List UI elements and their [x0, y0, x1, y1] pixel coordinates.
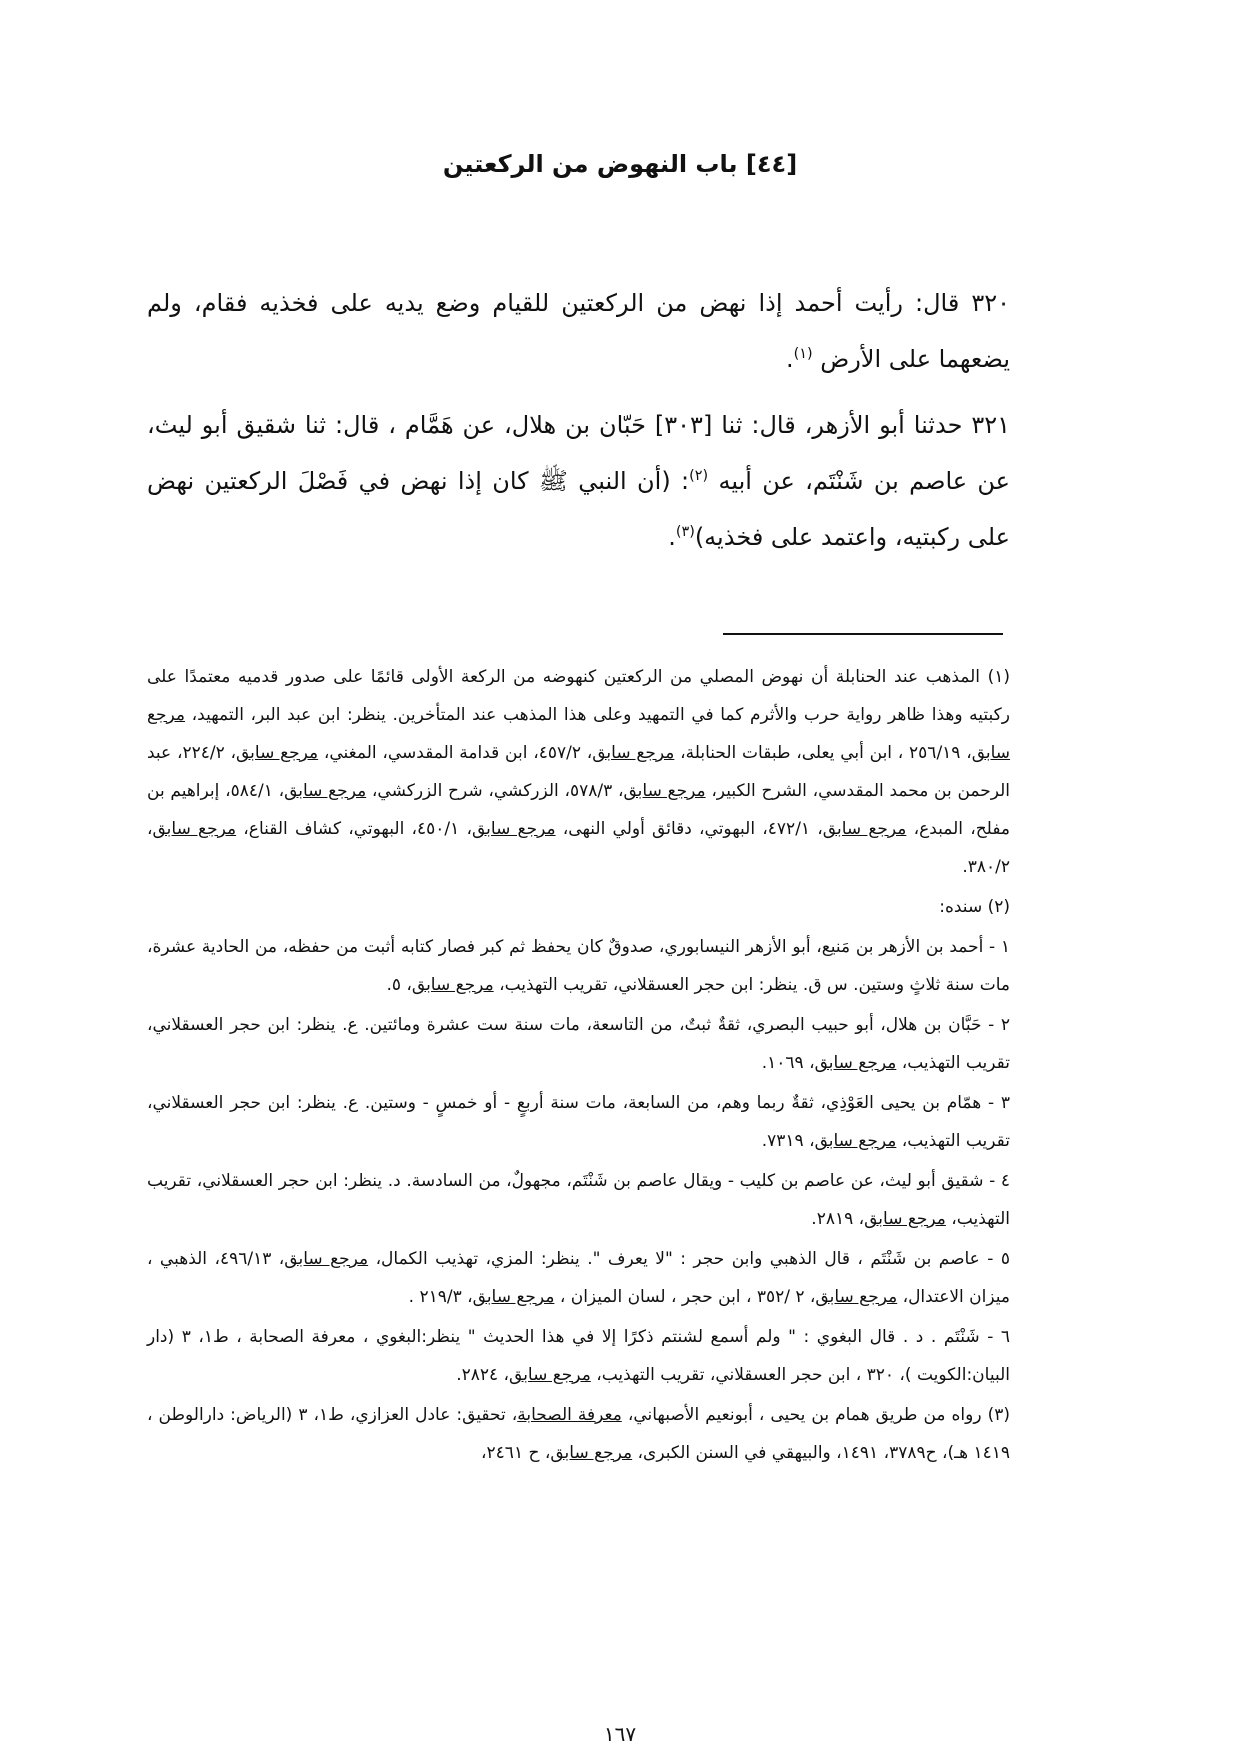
footnote-text: ٣ - همّام بن يحيى العَوْذِي، ثقةٌ ربما وهم، من السابعة، مات سنة أربعٍ - أو خمسٍ - وستين. ع. ينظر: ابن حجر العسقلاني، تقريب التهذيب، — [147, 1093, 1010, 1151]
footnote-text: (٢) سنده: — [939, 897, 1010, 917]
footnote-text: ٢ - حَبَّان بن هلال، أبو حبيب البصري، ثقةٌ ثبتٌ، من التاسعة، مات سنة ست عشرة ومائتين. ع. ينظر: ابن حجر العسقلاني، تقريب التهذيب، — [147, 1015, 1010, 1073]
footnote-text: ١ - أحمد بن الأزهر بن مَنيع، أبو الأزهر النيسابوري، صدوقٌ كان يحفظ ثم كبر فصار كتابه أثبت من حفظه، من الحادية عشرة، مات سنة ثلاثٍ وستين. س ق. ينظر: ابن حجر العسقلاني، تقريب التهذيب، — [147, 937, 1010, 995]
footnote-text: ، ٢٢٤/٢، عبد الرحمن بن محمد المقدسي، الشرح الكبير، — [147, 743, 1011, 801]
footnote-text: ، ٤٥٧/٢، ابن قدامة المقدسي، المغني، — [318, 743, 593, 763]
footnote-ref-3: (٣) — [675, 524, 695, 540]
narrator-3 — [147, 1084, 1010, 1160]
reference-link: مرجع سابق — [509, 1365, 591, 1385]
footnote-ref-2: (٢) — [689, 468, 709, 484]
footnote-text: ، ٢١٩/٣ . — [408, 1287, 473, 1307]
footnote-text: ، تحقيق: عادل العزازي، ط١، ٣ (الرياض: دارالوطن ، ١٤١٩ هـ)، ح٣٧٨٩، ١٤٩١، والبيهقي في السنن الكبرى، — [147, 1405, 1010, 1463]
reference-link: مرجع سابق — [814, 1053, 897, 1073]
reference-link: مرجع سابق — [152, 819, 237, 839]
footnote-1 — [147, 658, 1010, 886]
hadith-320 — [147, 275, 1010, 387]
reference-link: مرجع سابق — [235, 743, 319, 763]
reference-link: مرجع سابق — [864, 1209, 946, 1229]
footnote-text: ، ٢٨٢٤. — [456, 1365, 510, 1385]
reference-link: مرجع سابق — [822, 819, 907, 839]
footnote-text: ، ٧٣١٩. — [761, 1131, 815, 1151]
footnote-text: ، ٢٨١٩. — [811, 1209, 865, 1229]
footnote-2 — [147, 888, 1010, 926]
narrator-1 — [147, 928, 1010, 1004]
reference-link: مرجع سابق — [284, 1249, 369, 1269]
footnote-3 — [147, 1396, 1010, 1472]
footnotes — [147, 658, 1010, 1474]
footnote-text: ، ٥. — [386, 975, 412, 995]
reference-link: معرفة الصحابة — [517, 1405, 622, 1425]
reference-link: مرجع سابق — [592, 743, 675, 763]
hadith-320-end: . — [785, 345, 794, 373]
reference-link: مرجع سابق — [147, 705, 1011, 763]
footnote-text: ، ٥٨٤/١، إبراهيم بن مفلح، المبدع، — [147, 781, 1011, 839]
footnote-text: ، ١٠٦٩. — [761, 1053, 815, 1073]
footnote-text: ٤ - شقيق أبو ليث، عن عاصم بن كليب - ويقال عاصم بن شَنْتَم، مجهولٌ، من السادسة. د. ينظر: ابن حجر العسقلاني، تقريب التهذيب، — [147, 1171, 1010, 1229]
narrator-6 — [147, 1318, 1010, 1394]
narrator-4 — [147, 1162, 1010, 1238]
narrator-5 — [147, 1240, 1010, 1316]
footnote-text: ، ٤٧٢/١، البهوتي، دقائق أولي النهى، — [555, 819, 823, 839]
footnote-text: ٦ - شَنْتَم . د . قال البغوي : " ولم أسمع لشنتم ذكرًا إلا في هذا الحديث " ينظر:البغوي ، معرفة الصحابة ، ط١، ٣ (دار البيان:الكويت )، ٣٢٠ ، ابن حجر العسقلاني، تقريب التهذيب، — [147, 1327, 1011, 1385]
footnote-divider — [723, 633, 1003, 635]
hadith-321-text: ٣٢١ حدثنا أبو الأزهر، قال: ثنا [٣٠٣] حَبّان بن هلال، عن هَمَّام ، قال: ثنا شقيق أبو ليث، عن عاصم بن شَنْتَم، عن أبيه — [147, 411, 1011, 495]
footnote-text: (٣) رواه من طريق همام بن يحيى ، أبونعيم الأصبهاني، — [621, 1405, 1011, 1425]
hadith-320-text: ٣٢٠ قال: رأيت أحمد إذا نهض من الركعتين للقيام وضع يديه على فخذيه فقام، ولم يضعهما على الأرض — [147, 289, 1010, 373]
main-text — [147, 275, 1010, 575]
reference-link: مرجع سابق — [550, 1443, 633, 1463]
footnote-text: ، ٢٥٦/١٩ ، ابن أبي يعلى، طبقات الحنابلة، — [674, 743, 972, 763]
footnote-ref-1: (١) — [793, 346, 813, 362]
footnote-text: (١) المذهب عند الحنابلة أن نهوض المصلي من الركعتين كنهوضه من الركعة الأولى قائمًا على صدور قدميه معتمدًا على ركبتيه وهذا ظاهر رواية حرب والأثرم كما في التمهيد وعلى هذا المذهب عند المتأخرين. ينظر: ابن عبد البر، التمهيد، — [147, 667, 1010, 725]
hadith-321 — [147, 397, 1010, 565]
reference-link: مرجع سابق — [411, 975, 494, 995]
footnote-text: ، ٤٥٠/١، البهوتي، كشاف القناع، — [236, 819, 472, 839]
hadith-321-end: . — [668, 523, 676, 551]
reference-link: مرجع سابق — [814, 1131, 897, 1151]
footnote-text: ٥ - عاصم بن شَنْتَم ، قال الذهبي وابن حجر : "لا يعرف ". ينظر: المزي، تهذيب الكمال، — [368, 1249, 1010, 1269]
reference-link: مرجع سابق — [623, 781, 706, 801]
hadith-321-matn: : (أن النبي ﷺ كان إذا نهض في فَصْلَ الركعتين نهض على ركبتيه، واعتمد على فخذيه) — [147, 467, 1010, 551]
reference-link: مرجع سابق — [472, 1287, 555, 1307]
narrator-2 — [147, 1006, 1010, 1082]
chapter-title: [٤٤] باب النهوض من الركعتين — [442, 150, 798, 178]
footnote-text: ، ٤٩٦/١٣، الذهبي ، ميزان الاعتدال، — [147, 1249, 1010, 1307]
footnote-text: ، ٥٧٨/٣، الزركشي، شرح الزركشي، — [366, 781, 624, 801]
reference-link: مرجع سابق — [471, 819, 556, 839]
footnote-text: ، ٣٨٠/٢. — [147, 819, 1010, 877]
footnote-text: ، ٢ /٣٥٢ ، ابن حجر ، لسان الميزان ، — [554, 1287, 816, 1307]
footnote-text: ، ح ٢٤٦١، — [481, 1443, 551, 1463]
page-number: ١٦٧ — [603, 1722, 637, 1746]
reference-link: مرجع سابق — [284, 781, 367, 801]
reference-link: مرجع سابق — [815, 1287, 898, 1307]
